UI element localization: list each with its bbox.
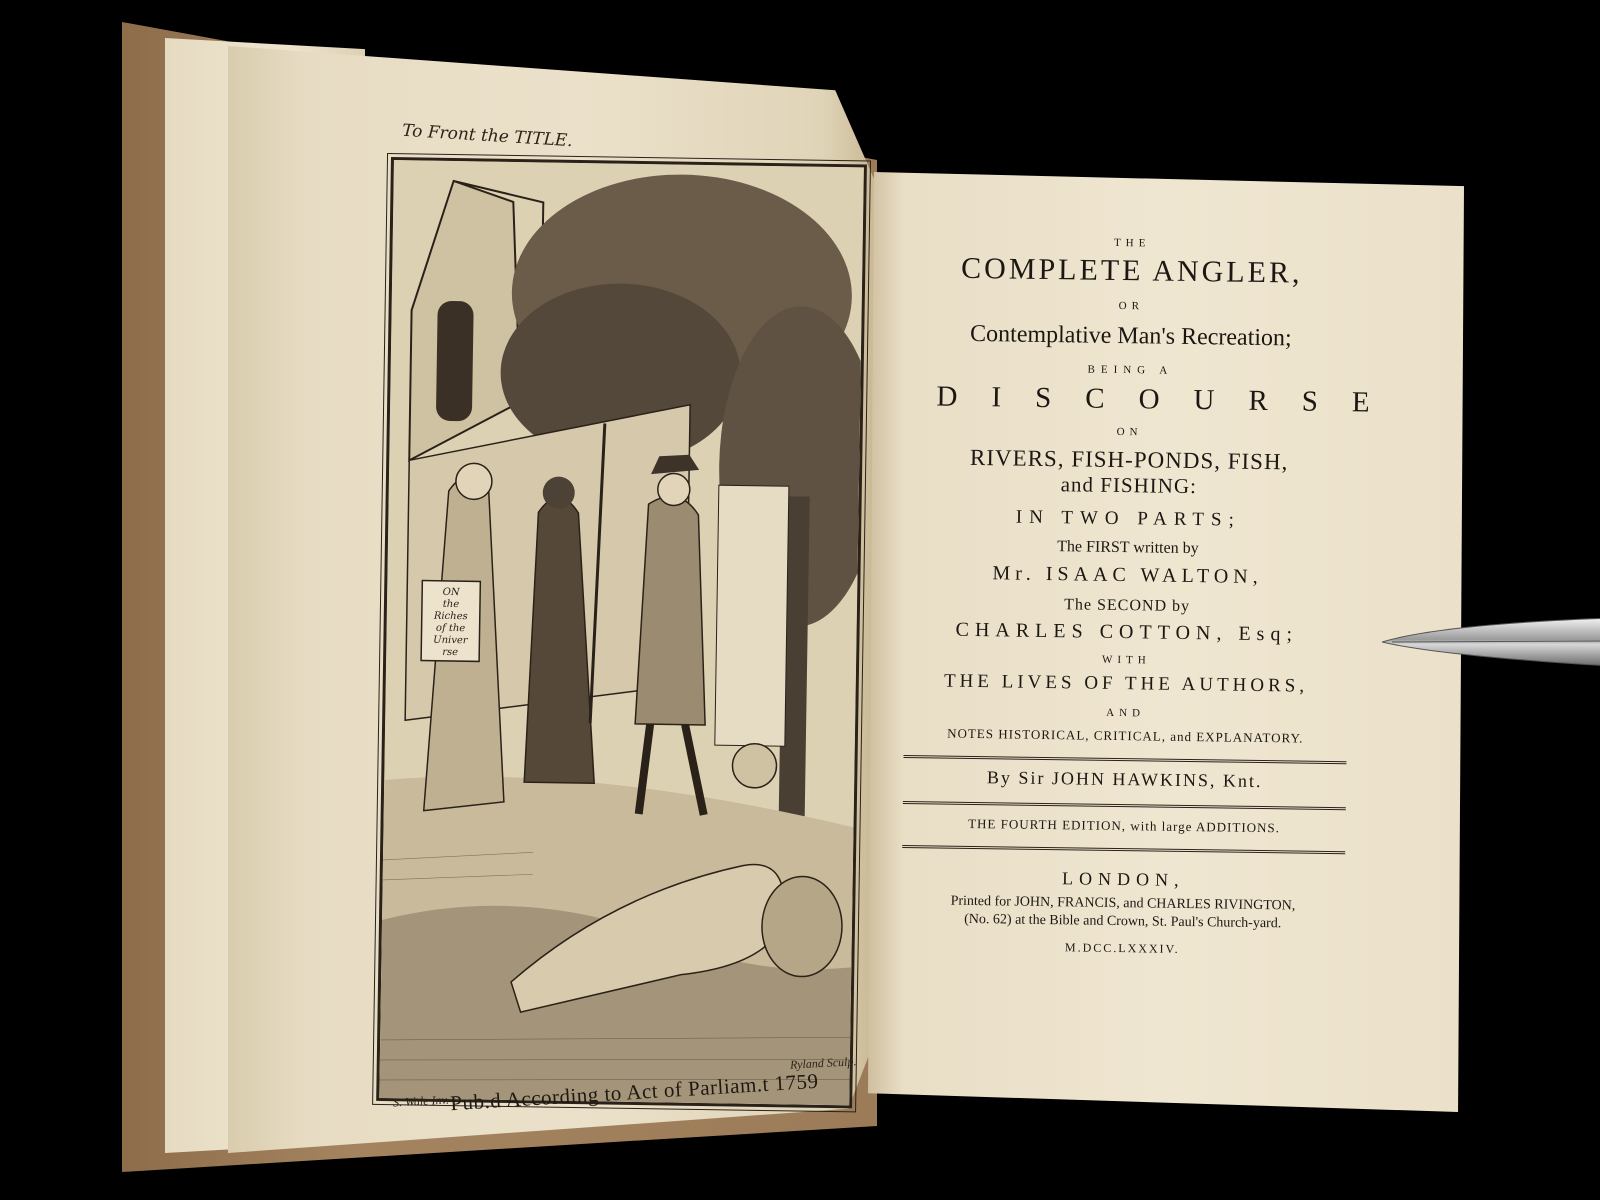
publication-line: Pub.d According to Act of Parliam.t 1759 [449, 1068, 820, 1116]
title-cotton: CHARLES COTTON, Esq; [955, 618, 1299, 646]
title-first: The FIRST written by [1057, 538, 1199, 558]
title-walton: Mr. ISAAC WALTON, [992, 562, 1263, 588]
subtitle: Contemplative Man's Recreation; [969, 320, 1292, 352]
imprint-date: M.DCC.LXXXIV. [1064, 940, 1180, 956]
title-rivers: RIVERS, FISH-PONDS, FISH, [969, 444, 1289, 475]
plate-book-line: of the [435, 622, 466, 635]
imprint-printer: Printed for JOHN, FRANCIS, and CHARLES RIVINGTON, [950, 893, 1296, 914]
title-the: THE [1113, 236, 1151, 250]
double-rule [903, 755, 1346, 764]
title-fishing: and FISHING: [1060, 472, 1198, 499]
title-and: AND [1106, 706, 1146, 720]
plate-engraver: Ryland Sculp. [789, 1054, 857, 1072]
title-lives: THE LIVES OF THE AUTHORS, [943, 670, 1309, 697]
silver-blade-pointer [1382, 614, 1600, 670]
church-window [436, 301, 474, 422]
plate-book-line: ON [442, 586, 460, 599]
imprint-city: LONDON, [1061, 868, 1185, 890]
engraved-plate [376, 157, 867, 1108]
main-title: COMPLETE ANGLER, [960, 251, 1303, 290]
title-or: OR [1118, 300, 1145, 313]
imprint-address: (No. 62) at the Bible and Crown, St. Paul's Church-yard. [964, 911, 1282, 931]
title-page-text [895, 220, 1404, 959]
title-author: By Sir JOHN HAWKINS, Knt. [986, 767, 1263, 792]
title-on: ON [1116, 426, 1143, 439]
title-with: WITH [1101, 653, 1151, 667]
engraving-illustration [379, 160, 864, 1105]
plate-book-line: the [442, 598, 460, 611]
frontispiece-note: To Front the TITLE. [401, 120, 574, 152]
title-second: The SECOND by [1064, 596, 1191, 615]
title-notes: NOTES HISTORICAL, CRITICAL, and EXPLANATORY. [947, 725, 1304, 746]
title-discourse: DISCOURSE [936, 380, 1404, 419]
plate-book-line: Univer [433, 634, 468, 647]
title-parts: IN TWO PARTS; [1015, 506, 1241, 531]
title-edition: THE FOURTH EDITION, with large ADDITIONS. [968, 815, 1281, 836]
plate-book-line: rse [442, 646, 459, 659]
double-rule [903, 801, 1346, 810]
title-being: BEING A [1087, 363, 1174, 378]
water-urn [761, 876, 843, 977]
plate-book-line: Riches [433, 610, 468, 623]
double-rule [902, 845, 1345, 854]
plate-artist: S. Wale Inv. [392, 1092, 450, 1110]
